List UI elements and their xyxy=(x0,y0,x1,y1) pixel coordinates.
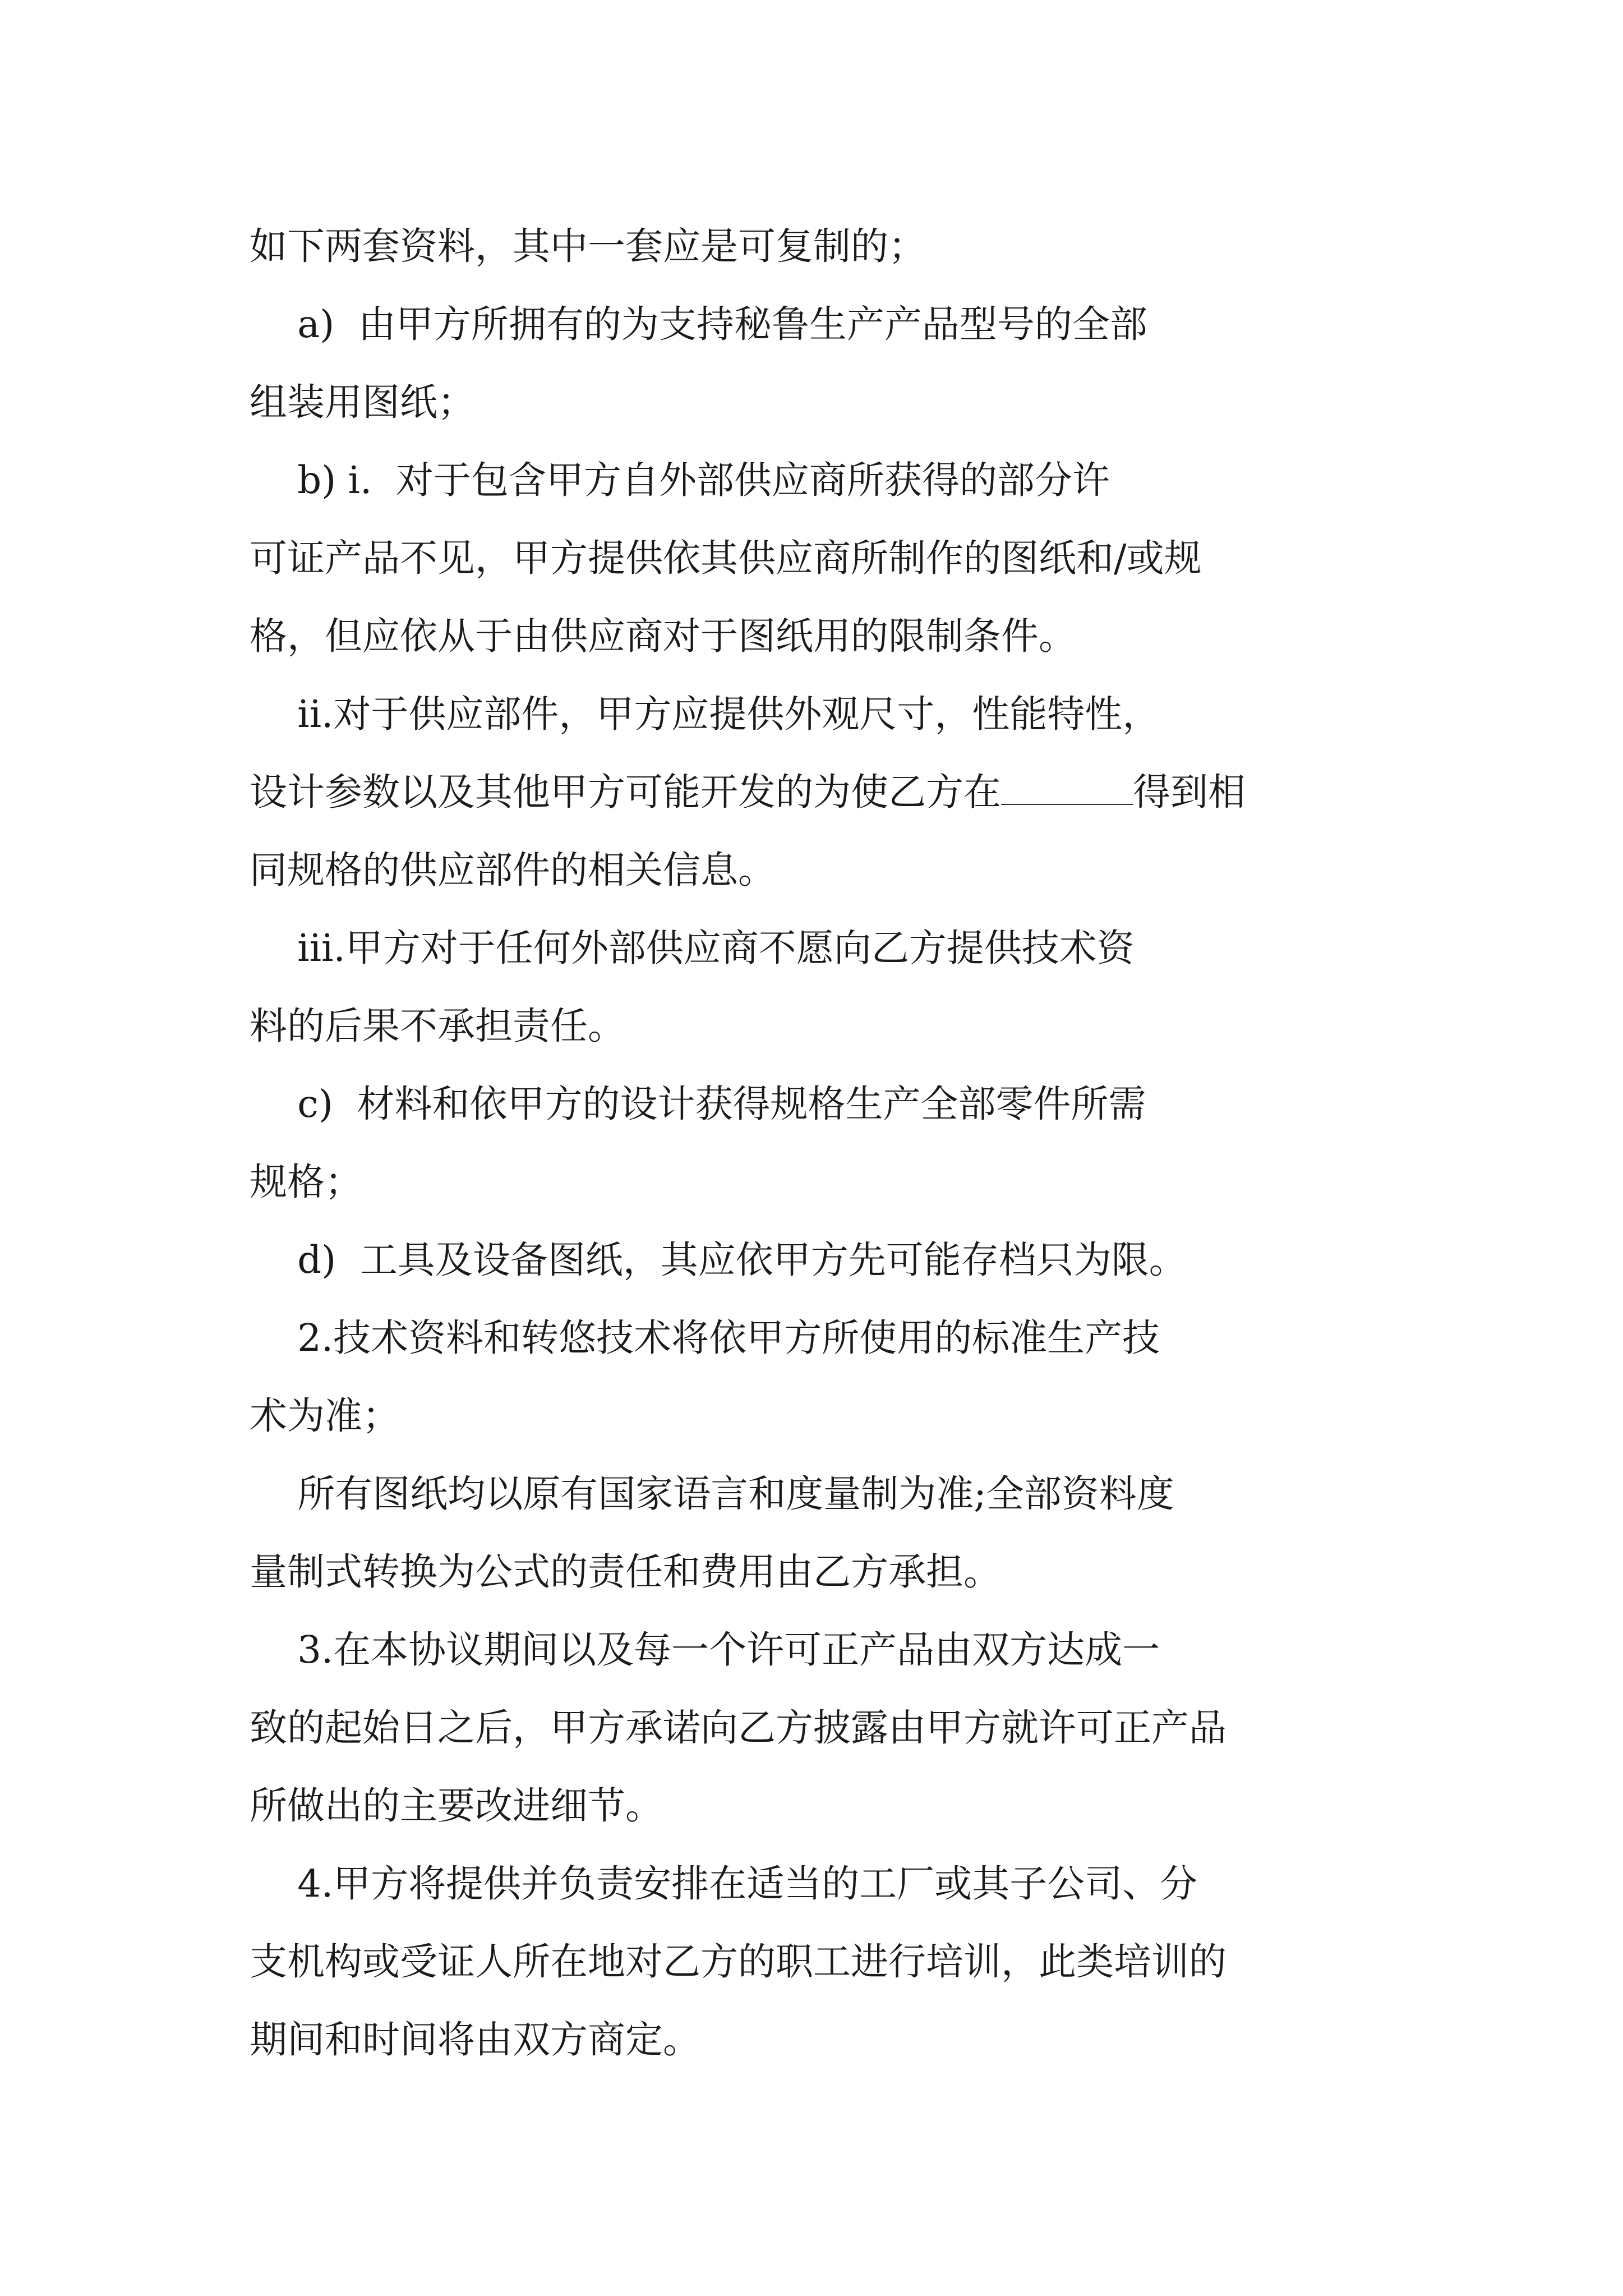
text-segment: 设计参数以及其他甲方可能开发的为使乙方在 xyxy=(250,770,1001,814)
text-line: 致的起始日之后，甲方承诺向乙方披露由甲方就许可正产品 xyxy=(250,1706,1227,1750)
text-line: c) 材料和依甲方的设计获得规格生产全部零件所需 xyxy=(250,1082,1146,1126)
text-line: 规格； xyxy=(250,1160,362,1204)
text-line: 3.在本协议期间以及每一个许可正产品由双方达成一 xyxy=(250,1628,1160,1672)
text-line: 期间和时间将由双方商定。 xyxy=(250,2018,700,2062)
text-line: d) 工具及设备图纸，其应依甲方先可能存档只为限。 xyxy=(250,1238,1187,1282)
text-line-with-blank xyxy=(250,753,1410,831)
fill-in-blank xyxy=(1001,771,1133,805)
text-line: 2.技术资料和转悠技术将依甲方所使用的标准生产技 xyxy=(250,1316,1160,1360)
text-line: 可证产品不见，甲方提供依其供应商所制作的图纸和/或规 xyxy=(250,536,1202,580)
text-line: 料的后果不承担责任。 xyxy=(250,1004,625,1048)
text-line: 同规格的供应部件的相关信息。 xyxy=(250,848,776,892)
text-line: 量制式转换为公式的责任和费用由乙方承担。 xyxy=(250,1550,1001,1594)
text-line: 如下两套资料，其中一套应是可复制的； xyxy=(250,224,926,268)
text-segment: 得到相 xyxy=(1133,770,1246,814)
text-line: iii.甲方对于任何外部供应商不愿向乙方提供技术资 xyxy=(250,926,1135,970)
text-line: 格，但应依从于由供应商对于图纸用的限制条件。 xyxy=(250,614,1076,658)
document-body xyxy=(250,208,1410,2079)
text-line: 所做出的主要改进细节。 xyxy=(250,1784,663,1828)
text-line: b) i. 对于包含甲方自外部供应商所获得的部分许 xyxy=(250,458,1110,502)
text-line: a) 由甲方所拥有的为支持秘鲁生产产品型号的全部 xyxy=(250,302,1147,346)
text-line: 组装用图纸； xyxy=(250,380,475,424)
text-line: 支机构或受证人所在地对乙方的职工进行培训，此类培训的 xyxy=(250,1940,1227,1984)
text-line: 4.甲方将提供并负责安排在适当的工厂或其子公司、分 xyxy=(250,1862,1198,1906)
text-line: ii.对于供应部件，甲方应提供外观尺寸，性能特性， xyxy=(250,692,1160,736)
text-line: 术为准； xyxy=(250,1394,400,1438)
text-line: 所有图纸均以原有国家语言和度量制为准;全部资料度 xyxy=(250,1472,1174,1516)
